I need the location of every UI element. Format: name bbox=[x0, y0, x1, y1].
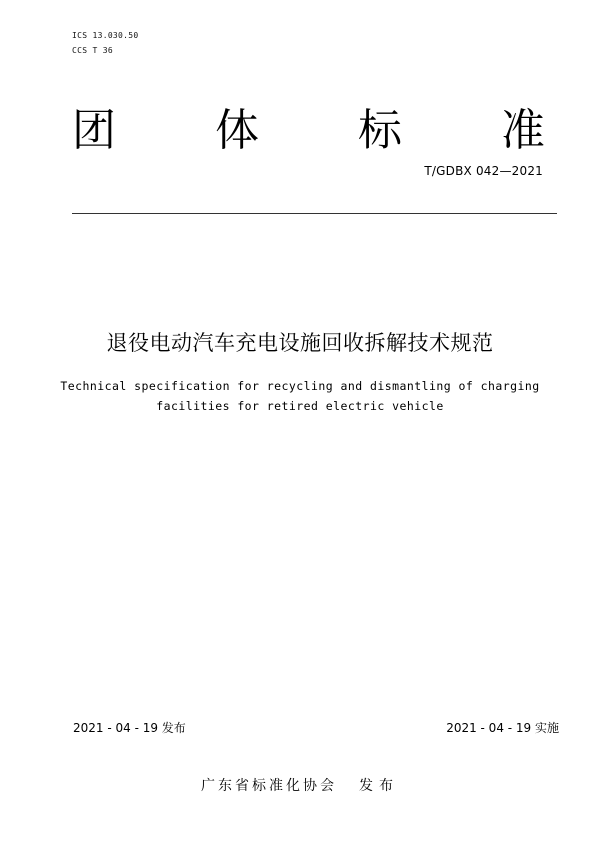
standard-number: T/GDBX 042—2021 bbox=[424, 164, 543, 178]
publisher-name: 广东省标准化协会 bbox=[201, 778, 337, 794]
title-chinese: 退役电动汽车充电设施回收拆解技术规范 bbox=[106, 331, 494, 355]
document-type-char: 体 bbox=[215, 105, 259, 156]
document-type-char: 团 bbox=[72, 105, 116, 156]
issue-date: 2021 - 04 - 19 发布 bbox=[73, 721, 186, 735]
ics-code: ICS 13.030.50 bbox=[72, 31, 139, 40]
document-type-char: 准 bbox=[501, 105, 545, 156]
publish-label: 发布 bbox=[359, 778, 399, 794]
header-divider bbox=[72, 213, 557, 214]
implementation-date: 2021 - 04 - 19 实施 bbox=[446, 721, 559, 735]
title-english-line-2: facilities for retired electric vehicle bbox=[156, 399, 444, 413]
document-type-char: 标 bbox=[358, 105, 402, 156]
publisher-line bbox=[0, 775, 600, 795]
ccs-code: CCS T 36 bbox=[72, 46, 113, 55]
title-english-line-1: Technical specification for recycling and dismantling of charging bbox=[60, 379, 540, 393]
